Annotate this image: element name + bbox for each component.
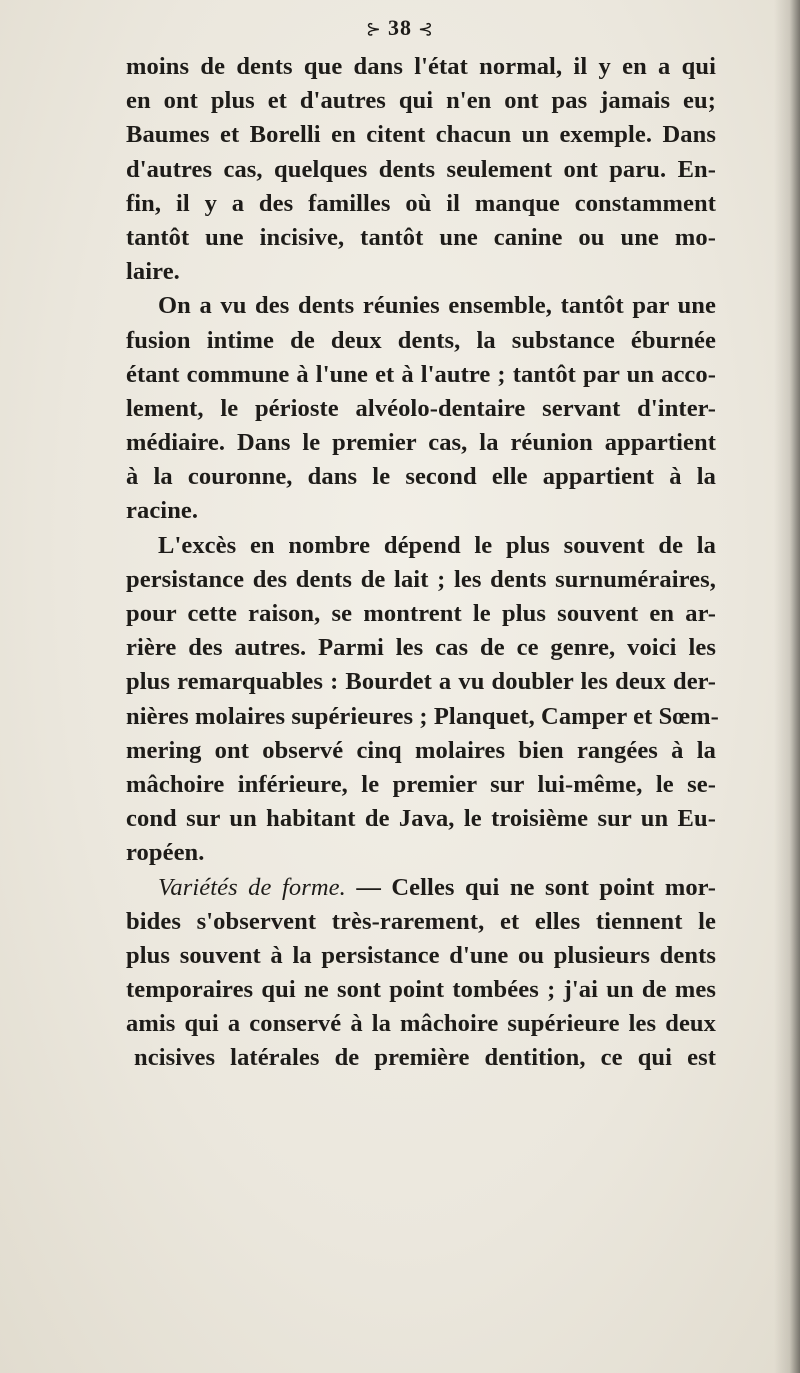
text-line: ncisives latérales de première dentition, ce qui est xyxy=(134,1044,716,1072)
body-text xyxy=(126,50,719,1076)
text-line: racine. xyxy=(126,497,199,525)
section-heading: Variétés de forme. xyxy=(158,873,346,901)
paragraph-2 xyxy=(126,289,716,528)
text-line: d'autres cas, quelques dents seulement ont paru. En- xyxy=(126,155,716,183)
text-line: bides s'observent très-rarement, et elles tiennent le xyxy=(126,907,716,935)
text-line: persistance des dents de lait ; les dents surnuméraires, xyxy=(126,565,716,593)
text-line: étant commune à l'une et à l'autre ; tantôt par un acco- xyxy=(126,360,716,388)
text-line: nières molaires supérieures ; Planquet, Camper et Sœm- xyxy=(126,702,719,730)
left-ornament: ⊱ xyxy=(365,19,382,39)
text-line: pour cette raison, se montrent le plus souvent en ar- xyxy=(126,600,716,627)
text-line: mering ont observé cinq molaires bien rangées à la xyxy=(126,736,716,764)
paragraph-4 xyxy=(126,871,716,1076)
page-edge-shadow xyxy=(774,0,800,1373)
text-line: lement, le périoste alvéolo-dentaire servant d'inter- xyxy=(126,394,716,422)
text-line: ropéen. xyxy=(126,839,205,867)
text-line: On a vu des dents réunies ensemble, tantôt par une xyxy=(158,292,716,320)
text-line: plus souvent à la persistance d'une ou plusieurs dents xyxy=(126,941,716,969)
page-number: 38 xyxy=(388,15,412,40)
text-line: Baumes et Borelli en citent chacun un exemple. Dans xyxy=(126,121,716,149)
text-line xyxy=(126,871,716,905)
text-line: mâchoire inférieure, le premier sur lui-même, le se- xyxy=(126,770,716,798)
text-line: fin, il y a des familles où il manque constamment xyxy=(126,189,716,217)
text-line: amis qui a conservé à la mâchoire supérieure les deux xyxy=(126,1010,716,1038)
text-line: moins de dents que dans l'état normal, il y en a qui xyxy=(126,53,716,80)
page-header xyxy=(0,15,800,41)
text-line: L'excès en nombre dépend le plus souvent de la xyxy=(158,531,716,559)
text-line: à la couronne, dans le second elle appartient à la xyxy=(126,463,716,491)
right-ornament: ⊰ xyxy=(418,19,435,39)
text-line: cond sur un habitant de Java, le troisième sur un Eu- xyxy=(126,805,716,833)
paragraph-1 xyxy=(126,50,716,289)
text-line: médiaire. Dans le premier cas, la réunion appartient xyxy=(126,429,716,457)
text-line: rière des autres. Parmi les cas de ce genre, voici les xyxy=(126,634,716,662)
text-line: temporaires qui ne sont point tombées ; j'ai un de mes xyxy=(126,976,716,1004)
text-line: plus remarquables : Bourdet a vu doubler les deux der- xyxy=(126,668,716,696)
text-line: laire. xyxy=(126,258,180,286)
paragraph-3 xyxy=(126,529,719,871)
text-line: fusion intime de deux dents, la substance éburnée xyxy=(126,326,716,354)
text-line: en ont plus et d'autres qui n'en ont pas jamais eu; xyxy=(126,87,716,115)
text-line: tantôt une incisive, tantôt une canine ou une mo- xyxy=(126,223,716,251)
text-span: — Celles qui ne sont point mor- xyxy=(345,873,717,901)
